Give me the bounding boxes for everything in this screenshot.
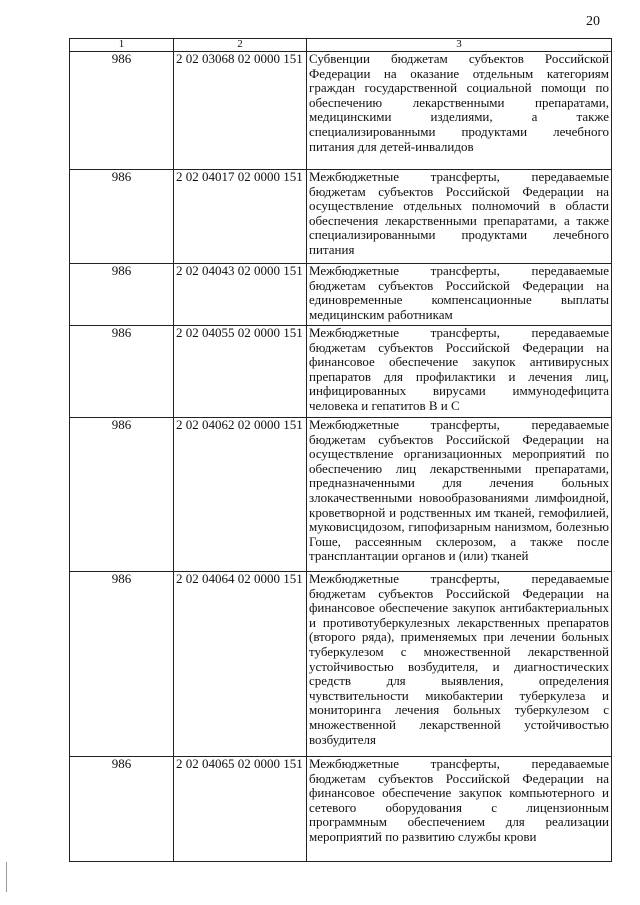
page-number: 20 — [586, 14, 600, 29]
description-cell: Межбюджетные трансферты, передаваемые бюджетам субъектов Российской Федерации на осуществление организационных мероприятий по обеспечению лиц лекарственными препаратами, предназначенными для лечения больных злокачественными новообразованиями лимфоидной, кроветворной и родственных им тканей, гемофилией, муковисцидозом, гипофизарным нанизмом, болезнью Гоше, рассеянным склерозом, а также после трансплантации органов и (или) тканей — [307, 418, 612, 572]
admin-code-cell: 986 — [70, 572, 174, 757]
table-header-row — [70, 39, 612, 52]
description-cell: Субвенции бюджетам субъектов Российской Федерации на оказание отдельным категориям граждан государственной социальной помощи по обеспечению лекарственными препаратами, медицинскими изделиями, а также специализированными продуктами лечебного питания для детей-инвалидов — [307, 52, 612, 170]
admin-code-cell: 986 — [70, 326, 174, 418]
admin-code-cell: 986 — [70, 170, 174, 264]
table-row — [70, 52, 612, 170]
admin-code-cell: 986 — [70, 757, 174, 862]
budget-code-cell: 2 02 04055 02 0000 151 — [174, 326, 307, 418]
column-header-3: 3 — [307, 39, 612, 52]
table-row — [70, 572, 612, 757]
scan-edge-mark — [6, 862, 7, 892]
budget-code-cell: 2 02 04064 02 0000 151 — [174, 572, 307, 757]
admin-code-cell: 986 — [70, 418, 174, 572]
table-row — [70, 264, 612, 326]
table-row — [70, 757, 612, 862]
table-row — [70, 170, 612, 264]
budget-code-cell: 2 02 03068 02 0000 151 — [174, 52, 307, 170]
budget-code-cell: 2 02 04043 02 0000 151 — [174, 264, 307, 326]
description-cell: Межбюджетные трансферты, передаваемые бюджетам субъектов Российской Федерации на единовременные компенсационные выплаты медицинским работникам — [307, 264, 612, 326]
column-header-2: 2 — [174, 39, 307, 52]
budget-code-cell: 2 02 04017 02 0000 151 — [174, 170, 307, 264]
description-cell: Межбюджетные трансферты, передаваемые бюджетам субъектов Российской Федерации на финансовое обеспечение закупок компьютерного и сетевого оборудования с лицензионным программным обеспечением для реализации мероприятий по развитию службы крови — [307, 757, 612, 862]
column-header-1: 1 — [70, 39, 174, 52]
admin-code-cell: 986 — [70, 264, 174, 326]
description-cell: Межбюджетные трансферты, передаваемые бюджетам субъектов Российской Федерации на финансовое обеспечение закупок антивирусных препаратов для профилактики и лечения лиц, инфицированных вирусами иммунодефицита человека и гепатитов B и C — [307, 326, 612, 418]
budget-code-cell: 2 02 04065 02 0000 151 — [174, 757, 307, 862]
description-cell: Межбюджетные трансферты, передаваемые бюджетам субъектов Российской Федерации на финансовое обеспечение закупок антибактериальных и противотуберкулезных лекарственных препаратов (второго ряда), применяемых при лечении больных туберкулезом с множественной лекарственной устойчивостью возбудителя, и диагностических средств для выявления, определения чувствительности микобактерии туберкулеза и мониторинга лечения больных туберкулезом с множественной лекарственной устойчивостью возбудителя — [307, 572, 612, 757]
budget-code-cell: 2 02 04062 02 0000 151 — [174, 418, 307, 572]
table-row — [70, 326, 612, 418]
description-cell: Межбюджетные трансферты, передаваемые бюджетам субъектов Российской Федерации на осуществление отдельных полномочий в области обеспечения лекарственными препаратами, а также специализированными продуктами лечебного питания — [307, 170, 612, 264]
admin-code-cell: 986 — [70, 52, 174, 170]
table-row — [70, 418, 612, 572]
budget-codes-table — [69, 38, 612, 862]
